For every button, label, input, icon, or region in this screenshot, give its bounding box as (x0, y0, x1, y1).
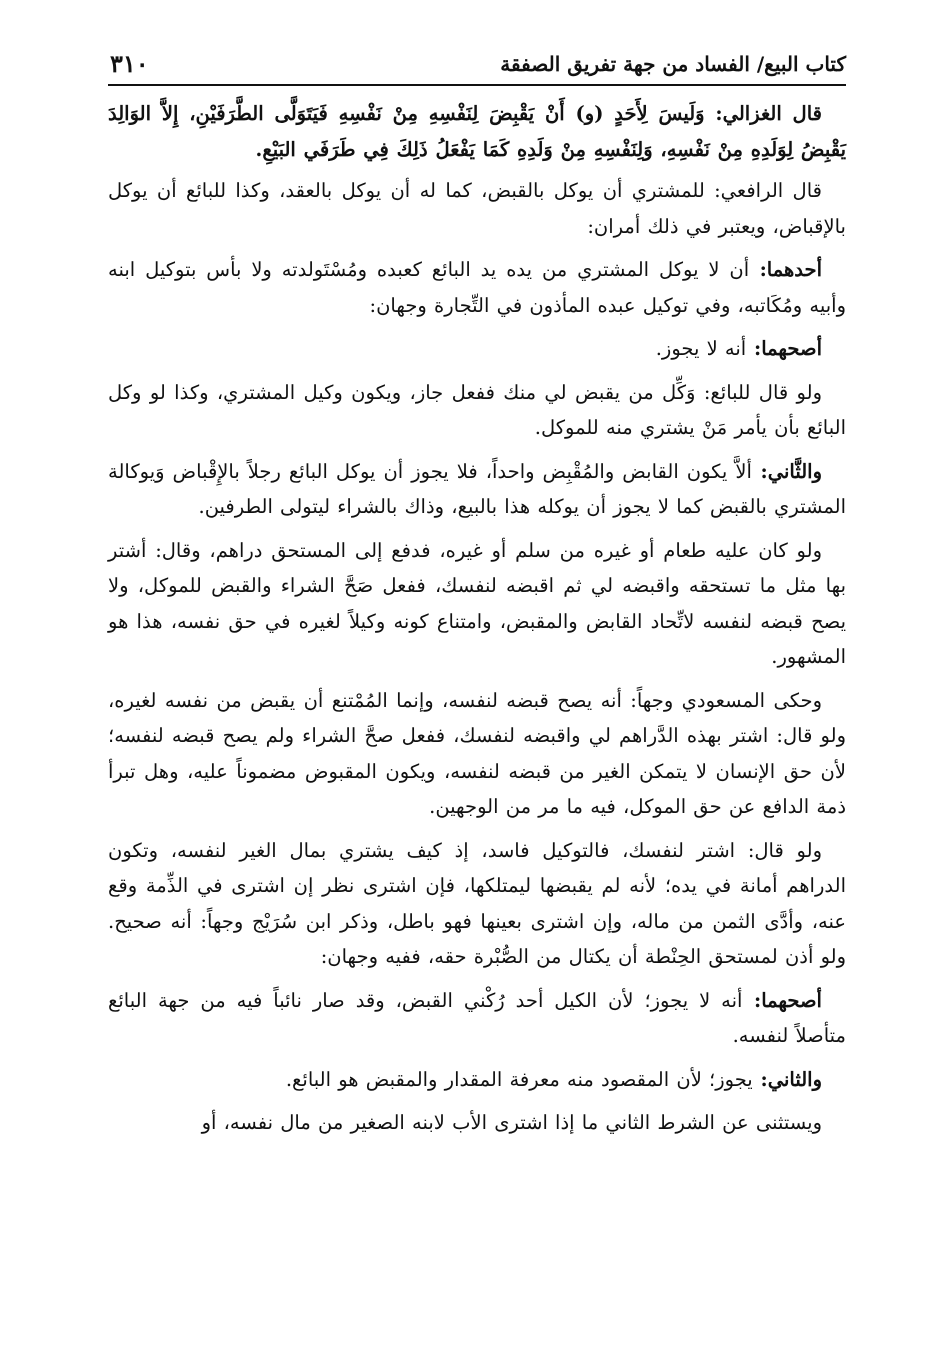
paragraph (108, 1105, 846, 1141)
paragraph-text: ولو قال: اشتر لنفسك، فالتوكيل فاسد، إذ كيف يشتري بمال الغير لنفسه، وتكون الدراهم أمانة في يده؛ لأنه لم يقبضها ليمتلكها، فإن اشترى نظر إن اشترى في الذِّمة وقع عنه، وأدَّى الثمن من ماله، وإن اشترى بعينها فهو باطل، وذكر ابن سُرَيْج وجهاً: أنه صحيح. ولو أذن لمستحق الحِنْطة أن يكتال من الصُّبْرة حقه، ففيه وجهان: (108, 838, 846, 968)
running-title: كتاب البيع/ الفساد من جهة تفريق الصفقة (500, 52, 846, 76)
paragraph (108, 173, 846, 244)
paragraph-lead: قال الغزالي: (704, 102, 822, 125)
paragraph-lead: أصحهما: (746, 337, 822, 360)
document-page (108, 40, 846, 1332)
paragraph-text: ولو قال للبائع: وَكِّل من يقبض لي منك ففعل جاز، ويكون وكيل المشتري، وكذا لو وكل البائع بأن يأمر مَنْ يشتري منه للموكل. (108, 380, 846, 439)
paragraph-text: ويستثنى عن الشرط الثاني ما إذا اشترى الأب لابنه الصغير من مال نفسه، أو (201, 1111, 822, 1134)
paragraph-text: أن لا يوكل المشتري من يده يد البائع كعبده ومُسْتَولدته ولا بأس بتوكيل ابنه وأبيه ومُكَاتبه، وفي توكيل عبده المأذون في التِّجارة وجهان: (108, 258, 846, 317)
paragraph (108, 533, 846, 675)
paragraph-lead: والثَّاني: (751, 459, 822, 483)
paragraph (108, 454, 846, 525)
paragraph (108, 833, 846, 975)
paragraph-text: ولو كان عليه طعام أو غيره من سلم أو غيره، فدفع إلى المستحق دراهم، وقال: أشتر بها مثل ما تستحقه واقبضه لي ثم اقبضه لنفسك، ففعل صَحَّ الشراء والقبض للموكل، ولا يصح قبضه لنفسه لاتِّحاد القابض والمقبض، وامتناع كونه وكيلاً لغيره في حق نفسه، هذا هو المشهور. (108, 538, 846, 668)
paragraph (108, 96, 846, 167)
paragraph-text: أنه لا يجوز؛ لأن الكيل أحد رُكْني القبض، وقد صار نائباً فيه من جهة البائع متأصلاً لنفسه. (108, 988, 846, 1047)
paragraph (108, 331, 846, 367)
paragraph-text: ألاَّ يكون القابض والمُقْبِض واحداً، فلا يجوز أن يوكل البائع رجلاً بالإِقْباض وَيوكالة المشتري بالقبض كما لا يجوز أن يوكله هذا بالبيع، وذاك بالشراء ليتولى الطرفين. (108, 459, 846, 518)
page-number: ٣١٠ (110, 49, 149, 78)
paragraph-lead: أصحهما: (742, 988, 822, 1012)
paragraph-lead: أحدهما: (749, 258, 822, 281)
paragraph-text: أنه لا يجوز. (655, 337, 747, 360)
paragraph (108, 252, 846, 323)
page-body (108, 96, 846, 1141)
paragraph (108, 1062, 846, 1098)
paragraph-text: وحكى المسعودي وجهاً: أنه يصح قبضه لنفسه، وإنما المُمْتنع أن يقبض من نفسه لغيره، ولو قال: اشتر بهذه الدَّراهم لي واقبضه لنفسك، ففعل صحَّ الشراء ولم يصح قبضه لنفسه؛ لأن حق الإنسان لا يتمكن الغير من قبضه لنفسه، ويكون المقبوض مضموناً عليه، وهل تبرأ ذمة الدافع عن حق الموكل، فيه ما مر من الوجهين. (108, 688, 846, 818)
paragraph (108, 983, 846, 1054)
paragraph-text: قال الرافعي: للمشتري أن يوكل بالقبض، كما له أن يوكل بالعقد، وكذا للبائع أن يوكل بالإقباض، ويعتبر في ذلك أمران: (108, 179, 846, 238)
paragraph-text: وَلَيسَ لِأَحَدٍ (و) أَنْ يَقْبِضَ لِنَفْسِهِ مِنْ نَفْسِهِ فَيَتَوَلَّى الطَّرَفَيْنِ، إِلاَّ الوَالِدَ يَقْبِضُ لِوَلَدِهِ مِنْ نَفْسِهِ، وَلِنَفْسِهِ مِنْ وَلَدِهِ كَمَا يَفْعَلُ ذَلِكَ فِي طَرَفَي البَيْعِ. (108, 102, 846, 161)
paragraph-lead: والثاني: (752, 1067, 822, 1091)
paragraph (108, 683, 846, 825)
paragraph-text: يجوز؛ لأن المقصود منه معرفة المقدار والمقبض هو البائع. (285, 1067, 753, 1091)
page-header (108, 40, 846, 86)
paragraph (108, 375, 846, 446)
